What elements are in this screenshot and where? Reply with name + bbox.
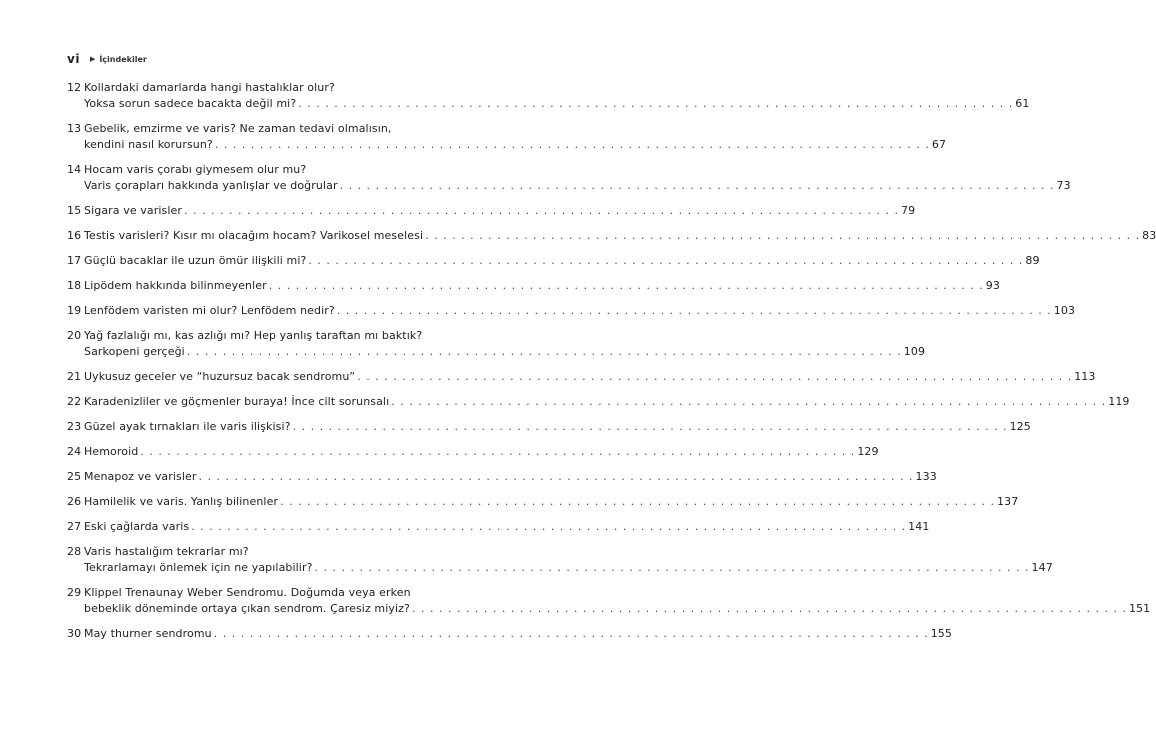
toc-entry-page-number: 113 — [1074, 370, 1096, 383]
dot-leader: . . . . . . . . . . . . . . . . . . . . . . . . . . . . . . . . . . . . . . . . . . . . . . . . . . . . . . . . . . . . . . . . . . . . . . . . . . . . . . . . — [298, 97, 1014, 110]
toc-entry-number: 16 — [67, 229, 82, 242]
dot-leader: . . . . . . . . . . . . . . . . . . . . . . . . . . . . . . . . . . . . . . . . . . . . . . . . . . . . . . . . . . . . . . . . . . . . . . . . . . . . . . . . — [425, 229, 1141, 242]
toc-entry-number: 26 — [67, 495, 82, 508]
dot-leader: . . . . . . . . . . . . . . . . . . . . . . . . . . . . . . . . . . . . . . . . . . . . . . . . . . . . . . . . . . . . . . . . . . . . . . . . . . . . . . . . — [314, 561, 1030, 574]
toc-entry-number: 30 — [67, 627, 82, 640]
toc-entry[interactable] — [67, 328, 926, 360]
toc-entry-title-line: Sarkopeni gerçeği — [84, 345, 185, 358]
toc-entry[interactable] — [67, 394, 1130, 410]
toc-entry-page-number: 83 — [1142, 229, 1156, 242]
dot-leader: . . . . . . . . . . . . . . . . . . . . . . . . . . . . . . . . . . . . . . . . . . . . . . . . . . . . . . . . . . . . . . . . . . . . . . . . . . . . . . . . — [280, 495, 996, 508]
toc-entry-title-line: Klippel Trenaunay Weber Sendromu. Doğumda veya erken — [84, 586, 411, 599]
toc-entry[interactable] — [67, 519, 930, 535]
toc-entry-number: 25 — [67, 470, 82, 483]
toc-entry-title-line: Eski çağlarda varis — [84, 520, 190, 533]
toc-entry-title-line: Lenfödem varisten mi olur? Lenfödem nedir? — [84, 304, 335, 317]
toc-entry-title-line: Kollardaki damarlarda hangi hastalıklar olur? — [84, 81, 335, 94]
toc-entry-page-number: 89 — [1025, 254, 1040, 267]
toc-entry-page-number: 79 — [900, 204, 916, 217]
dot-leader: . . . . . . . . . . . . . . . . . . . . . . . . . . . . . . . . . . . . . . . . . . . . . . . . . . . . . . . . . . . . . . . . . . . . . . . . . . . . . . . . — [214, 138, 930, 151]
toc-entry-page-number: 103 — [1053, 304, 1076, 317]
toc-entry[interactable] — [67, 80, 1030, 112]
toc-entry-title-line: kendini nasıl korursun? — [84, 138, 213, 151]
toc-entry-page-number: 109 — [903, 345, 926, 358]
running-header — [67, 52, 467, 66]
toc-entry[interactable] — [67, 203, 916, 219]
toc-entry-title-line: Gebelik, emzirme ve varis? Ne zaman tedavi olmalısın, — [84, 122, 392, 135]
table-of-contents — [67, 80, 1156, 651]
dot-leader: . . . . . . . . . . . . . . . . . . . . . . . . . . . . . . . . . . . . . . . . . . . . . . . . . . . . . . . . . . . . . . . . . . . . . . . . . . . . . . . . — [268, 279, 984, 292]
toc-entry-page-number: 93 — [985, 279, 1000, 292]
toc-entry-number: 28 — [67, 545, 82, 558]
toc-entry-title-line: Menapoz ve varisler — [84, 470, 197, 483]
dot-leader: . . . . . . . . . . . . . . . . . . . . . . . . . . . . . . . . . . . . . . . . . . . . . . . . . . . . . . . . . . . . . . . . . . . . . . . . . . . . . . . . — [191, 520, 907, 533]
dot-leader: . . . . . . . . . . . . . . . . . . . . . . . . . . . . . . . . . . . . . . . . . . . . . . . . . . . . . . . . . . . . . . . . . . . . . . . . . . . . . . . . — [308, 254, 1024, 267]
toc-entry-number: 17 — [67, 254, 82, 267]
toc-entry-title-line: Yoksa sorun sadece bacakta değil mi? — [84, 97, 297, 110]
toc-entry-number: 15 — [67, 204, 82, 217]
toc-entry[interactable] — [67, 494, 1019, 510]
toc-entry-page-number: 73 — [1056, 179, 1071, 192]
toc-entry-title-line: Güzel ayak tırnakları ile varis ilişkisi? — [84, 420, 291, 433]
toc-entry-title-line: May thurner sendromu — [84, 627, 212, 640]
toc-entry-page-number: 155 — [930, 627, 952, 640]
dot-leader: . . . . . . . . . . . . . . . . . . . . . . . . . . . . . . . . . . . . . . . . . . . . . . . . . . . . . . . . . . . . . . . . . . . . . . . . . . . . . . . . — [336, 304, 1052, 317]
toc-entry-page-number: 119 — [1108, 395, 1130, 408]
toc-entry-title-line: Hemoroid — [84, 445, 139, 458]
toc-entry-title-line: Karadenizliler ve göçmenler buraya! İnce cilt sorunsalı — [84, 395, 390, 408]
toc-entry-number: 22 — [67, 395, 82, 408]
toc-entry-number: 21 — [67, 370, 82, 383]
toc-entry-number: 13 — [67, 122, 82, 135]
toc-entry[interactable] — [67, 162, 1071, 194]
toc-entry[interactable] — [67, 419, 1031, 435]
toc-entry[interactable] — [67, 444, 879, 460]
toc-entry-page-number: 133 — [915, 470, 937, 483]
toc-entry-title-line: Varis hastalığım tekrarlar mı? — [84, 545, 249, 558]
dot-leader: . . . . . . . . . . . . . . . . . . . . . . . . . . . . . . . . . . . . . . . . . . . . . . . . . . . . . . . . . . . . . . . . . . . . . . . . . . . . . . . . — [186, 345, 902, 358]
toc-entry-number: 14 — [67, 163, 82, 176]
toc-entry-page-number: 137 — [997, 495, 1019, 508]
dot-leader: . . . . . . . . . . . . . . . . . . . . . . . . . . . . . . . . . . . . . . . . . . . . . . . . . . . . . . . . . . . . . . . . . . . . . . . . . . . . . . . . — [339, 179, 1055, 192]
toc-entry-title-line: Lipödem hakkında bilinmeyenler — [84, 279, 267, 292]
toc-entry-title-line: Varis çorapları hakkında yanlışlar ve doğrular — [84, 179, 338, 192]
toc-entry-title-line: Tekrarlamayı önlemek için ne yapılabilir? — [84, 561, 313, 574]
toc-entry[interactable] — [67, 121, 947, 153]
dot-leader: . . . . . . . . . . . . . . . . . . . . . . . . . . . . . . . . . . . . . . . . . . . . . . . . . . . . . . . . . . . . . . . . . . . . . . . . . . . . . . . . — [184, 204, 899, 217]
toc-entry[interactable] — [67, 303, 1076, 319]
dot-leader: . . . . . . . . . . . . . . . . . . . . . . . . . . . . . . . . . . . . . . . . . . . . . . . . . . . . . . . . . . . . . . . . . . . . . . . . . . . . . . . . — [140, 445, 856, 458]
toc-entry-title-line: Yağ fazlalığı mı, kas azlığı mı? Hep yanlış taraftan mı baktık? — [84, 329, 423, 342]
toc-entry[interactable] — [67, 228, 1156, 244]
toc-entry-number: 12 — [67, 81, 82, 94]
toc-entry-title-line: Uykusuz geceler ve “huzursuz bacak sendromu” — [84, 370, 356, 383]
dot-leader: . . . . . . . . . . . . . . . . . . . . . . . . . . . . . . . . . . . . . . . . . . . . . . . . . . . . . . . . . . . . . . . . . . . . . . . . . . . . . . . . — [357, 370, 1073, 383]
toc-entry[interactable] — [67, 585, 1151, 617]
toc-entry-page-number: 147 — [1031, 561, 1053, 574]
toc-entry-page-number: 141 — [908, 520, 930, 533]
header-page-number: vi — [67, 52, 80, 66]
toc-entry-title-line: Güçlü bacaklar ile uzun ömür ilişkili mi? — [84, 254, 307, 267]
toc-entry[interactable] — [67, 253, 1040, 269]
toc-entry[interactable] — [67, 626, 952, 642]
toc-entry[interactable] — [67, 469, 937, 485]
dot-leader: . . . . . . . . . . . . . . . . . . . . . . . . . . . . . . . . . . . . . . . . . . . . . . . . . . . . . . . . . . . . . . . . . . . . . . . . . . . . . . . . — [411, 602, 1127, 615]
toc-entry-number: 23 — [67, 420, 82, 433]
toc-entry-page-number: 151 — [1128, 602, 1151, 615]
toc-entry[interactable] — [67, 369, 1096, 385]
dot-leader: . . . . . . . . . . . . . . . . . . . . . . . . . . . . . . . . . . . . . . . . . . . . . . . . . . . . . . . . . . . . . . . . . . . . . . . . . . . . . . . . — [198, 470, 914, 483]
triangle-arrow-icon: ▶ — [89, 55, 96, 63]
toc-entry[interactable] — [67, 544, 1053, 576]
toc-entry-title-line: Hocam varis çorabı giymesem olur mu? — [84, 163, 307, 176]
toc-entry[interactable] — [67, 278, 1000, 294]
dot-leader: . . . . . . . . . . . . . . . . . . . . . . . . . . . . . . . . . . . . . . . . . . . . . . . . . . . . . . . . . . . . . . . . . . . . . . . . . . . . . . . . — [292, 420, 1008, 433]
toc-entry-number: 29 — [67, 586, 82, 599]
toc-entry-number: 24 — [67, 445, 82, 458]
toc-entry-page-number: 125 — [1009, 420, 1031, 433]
header-section-title: İçindekiler — [99, 54, 147, 64]
toc-entry-title-line: Sigara ve varisler — [84, 204, 183, 217]
toc-entry-page-number: 61 — [1015, 97, 1030, 110]
toc-entry-number: 20 — [67, 329, 82, 342]
toc-entry-page-number: 67 — [931, 138, 947, 151]
toc-entry-number: 18 — [67, 279, 82, 292]
dot-leader: . . . . . . . . . . . . . . . . . . . . . . . . . . . . . . . . . . . . . . . . . . . . . . . . . . . . . . . . . . . . . . . . . . . . . . . . . . . . . . . . — [213, 627, 929, 640]
toc-entry-title-line: Testis varisleri? Kısır mı olacağım hocam? Varikosel meselesi — [84, 229, 424, 242]
toc-entry-number: 27 — [67, 520, 82, 533]
dot-leader: . . . . . . . . . . . . . . . . . . . . . . . . . . . . . . . . . . . . . . . . . . . . . . . . . . . . . . . . . . . . . . . . . . . . . . . . . . . . . . . . — [391, 395, 1107, 408]
toc-entry-title-line: bebeklik döneminde ortaya çıkan sendrom. Çaresiz miyiz? — [84, 602, 410, 615]
toc-entry-title-line: Hamilelik ve varis. Yanlış bilinenler — [84, 495, 279, 508]
toc-entry-page-number: 129 — [857, 445, 879, 458]
toc-entry-number: 19 — [67, 304, 82, 317]
